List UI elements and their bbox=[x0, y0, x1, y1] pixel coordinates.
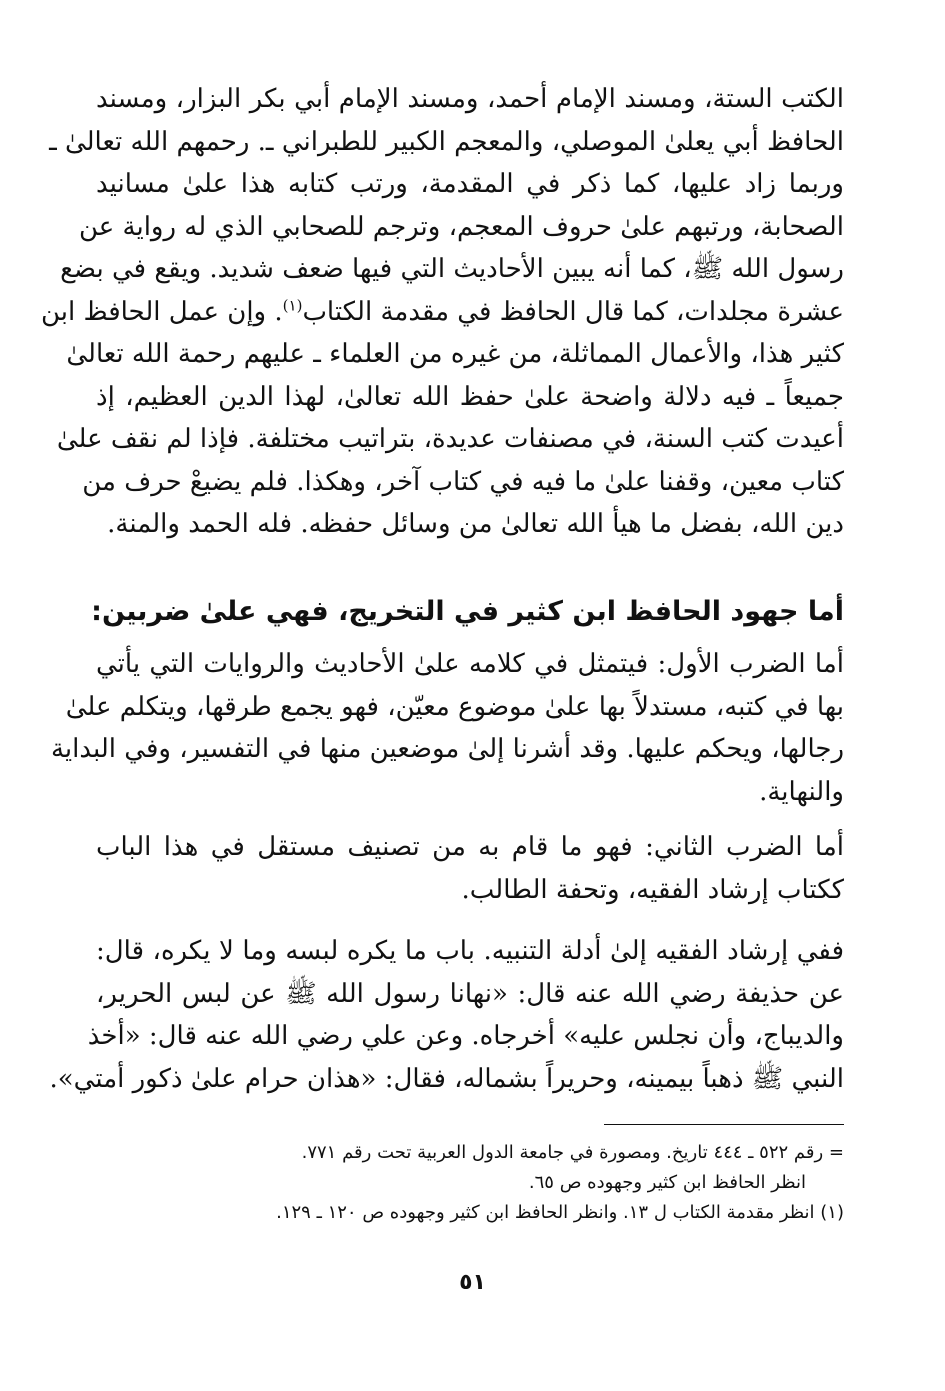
text-line: ككتاب إرشاد الفقيه، وتحفة الطالب. bbox=[461, 874, 844, 905]
text-segment: عشرة مجلدات، كما قال الحافظ في مقدمة الكتاب bbox=[302, 296, 844, 327]
text-line: أما الضرب الأول: فيتمثل في كلامه علىٰ الأحاديث والروايات التي يأتي bbox=[96, 649, 844, 679]
text-line: أعيدت كتب السنة، في مصنفات عديدة، بتراتيب مختلفة. فإذا لم نقف علىٰ bbox=[56, 424, 844, 454]
text-line: وربما زاد عليها، كما ذكر في المقدمة، ورتب كتابه هذا علىٰ مسانيد bbox=[96, 169, 844, 199]
paragraph-4 bbox=[49, 930, 844, 1100]
text-line: والنهاية. bbox=[759, 776, 844, 807]
paragraph-2 bbox=[50, 643, 844, 813]
footnote-1: (١) انظر مقدمة الكتاب ل ١٣. وانظر الحافظ ابن كثير وجهوده ص ١٢٠ ـ ١٢٩. bbox=[276, 1202, 844, 1223]
text-segment: . وإن عمل الحافظ ابن bbox=[41, 296, 283, 327]
text-line-with-footnote bbox=[41, 291, 844, 334]
text-line: الكتب الستة، ومسند الإمام أحمد، ومسند الإمام أبي بكر البزار، ومسند bbox=[96, 84, 844, 114]
text-line: كثير هذا، والأعمال المماثلة، من غيره من العلماء ـ عليهم رحمة الله تعالىٰ bbox=[66, 339, 844, 369]
text-line: كتاب معين، وقفنا علىٰ ما فيه في كتاب آخر، وهكذا. فلم يضيعْ حرف من bbox=[82, 466, 844, 497]
text-line: أما الضرب الثاني: فهو ما قام به من تصنيف مستقل في هذا الباب bbox=[96, 832, 844, 862]
footnotes bbox=[96, 1138, 844, 1228]
text-line: رسول الله ﷺ، كما أنه يبين الأحاديث التي فيها ضعف شديد. ويقع في بضع bbox=[60, 254, 844, 284]
paragraph-1 bbox=[41, 78, 844, 546]
text-line: رجالها، ويحكم عليها. وقد أشرنا إلىٰ موضعين منها في التفسير، وفي البداية bbox=[50, 734, 844, 764]
section-heading: أما جهود الحافظ ابن كثير في التخريج، فهي علىٰ ضربين: bbox=[91, 596, 844, 627]
text-line: عن حذيفة رضي الله عنه قال: «نهانا رسول الله ﷺ عن لبس الحرير، bbox=[96, 978, 844, 1009]
footnote-separator bbox=[604, 1124, 844, 1125]
text-line: جميعاً ـ فيه دلالة واضحة علىٰ حفظ الله تعالىٰ، لهذا الدين العظيم، إذ bbox=[96, 381, 844, 412]
page-number: ٥١ bbox=[459, 1270, 486, 1295]
footnote-marker[interactable]: (١) bbox=[282, 295, 303, 314]
footnote-continuation: = رقم ٥٢٢ ـ ٤٤٤ تاريخ. ومصورة في جامعة الدول العربية تحت رقم ٧٧١. bbox=[301, 1142, 844, 1163]
footnote-continuation: انظر الحافظ ابن كثير وجهوده ص ٦٥. bbox=[528, 1172, 806, 1193]
text-line: بها في كتبه، مستدلاً بها علىٰ موضوع معيّن، فهو يجمع طرقها، ويتكلم علىٰ bbox=[65, 691, 844, 722]
text-line: النبي ﷺ ذهباً بيمينه، وحريراً بشماله، فقال: «هذان حرام علىٰ ذكور أمتي». bbox=[49, 1063, 844, 1094]
paragraph-3 bbox=[96, 826, 844, 911]
text-line: الحافظ أبي يعلىٰ الموصلي، والمعجم الكبير للطبراني ـ. رحمهم الله تعالىٰ ـ bbox=[49, 126, 844, 157]
text-line: والديباج، وأن نجلس عليه» أخرجاه. وعن علي رضي الله عنه قال: «أخذ bbox=[87, 1021, 844, 1051]
text-line: الصحابة، ورتبهم علىٰ حروف المعجم، وترجم للصحابي الذي له رواية عن bbox=[78, 211, 844, 242]
text-line: دين الله، بفضل ما هيأ الله تعالىٰ من وسائل حفظه. فله الحمد والمنة. bbox=[107, 509, 844, 539]
text-line: ففي إرشاد الفقيه إلىٰ أدلة التنبيه. باب ما يكره لبسه وما لا يكره، قال: bbox=[96, 936, 844, 966]
